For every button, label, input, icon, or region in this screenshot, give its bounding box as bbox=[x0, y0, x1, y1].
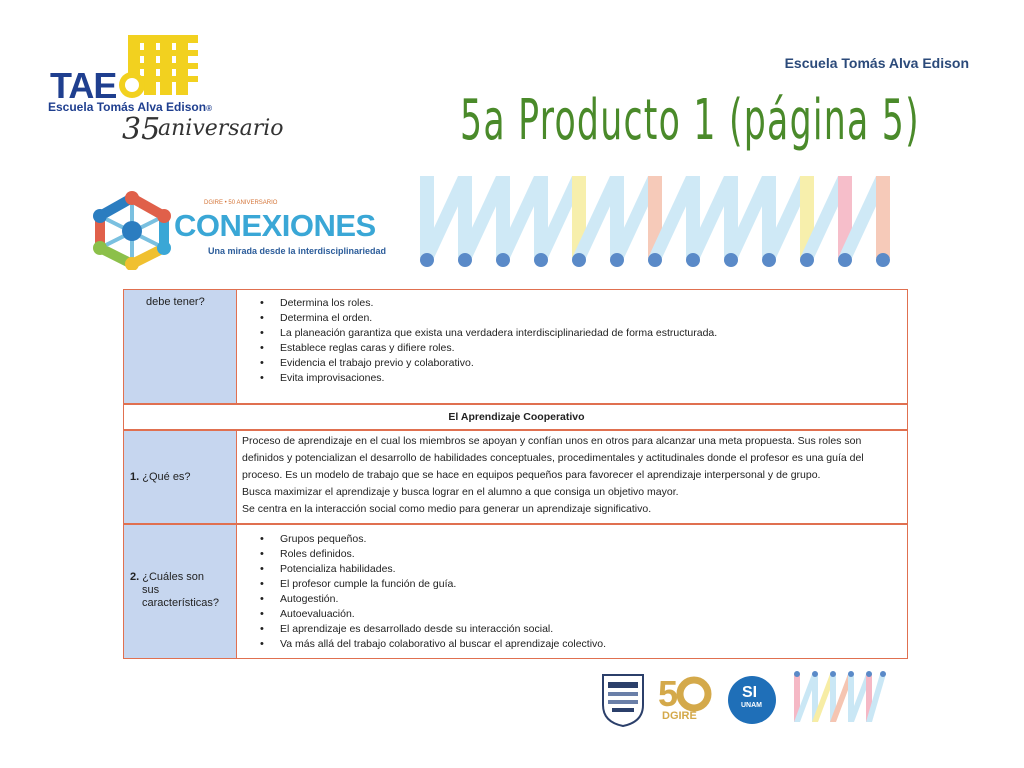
question-cell bbox=[124, 431, 237, 523]
list-item: • Determina los roles. bbox=[260, 296, 717, 311]
mini-stripes-icon bbox=[792, 670, 892, 728]
conexiones-wordmark: CONEXIONES bbox=[174, 208, 376, 243]
decorative-stripes bbox=[410, 176, 900, 270]
table-row bbox=[123, 430, 908, 524]
list-item: • Evita improvisaciones. bbox=[260, 371, 717, 386]
list-item: • Va más allá del trabajo colaborativo al buscar el aprendizaje colectivo. bbox=[260, 637, 606, 652]
list-item: • Autoevaluación. bbox=[260, 607, 606, 622]
svg-text:5: 5 bbox=[658, 673, 679, 714]
question-label bbox=[130, 471, 191, 484]
paragraph-line: Busca maximizar el aprendizaje y busca lograr en el alumno a que consiga un objetivo mayor. bbox=[242, 486, 679, 498]
list-item: • El profesor cumple la función de guía. bbox=[260, 577, 606, 592]
school-name: Escuela Tomás Alva Edison bbox=[784, 55, 969, 71]
tae-logo bbox=[40, 30, 320, 165]
answer-cell bbox=[236, 431, 907, 523]
list-item: • Roles definidos. bbox=[260, 547, 606, 562]
answer-cell bbox=[236, 290, 907, 403]
si-text: SI bbox=[742, 684, 758, 701]
anniversary-number: 35 bbox=[122, 112, 161, 147]
table-row bbox=[123, 524, 908, 659]
paragraph-line: definidos y potencializan el desarrollo de habilidades conceptuales, procedimentales y actitudinales donde el profesor es una guía del bbox=[242, 452, 864, 464]
conexiones-tagline: Una mirada desde la interdisciplinariedad bbox=[208, 246, 387, 256]
unam-crest-icon bbox=[598, 670, 648, 728]
list-item: • Autogestión. bbox=[260, 592, 606, 607]
conexiones-top-text: DGIRE • 50 ANIVERSARIO bbox=[204, 200, 278, 206]
question-label: debe tener? bbox=[146, 296, 205, 308]
conexiones-logo bbox=[92, 186, 392, 270]
anniversary-text: aniversario bbox=[158, 116, 284, 141]
section-heading: El Aprendizaje Cooperativo bbox=[448, 411, 585, 423]
question-cell bbox=[124, 290, 237, 403]
list-item: • Evidencia el trabajo previo y colaborativo. bbox=[260, 356, 717, 371]
question-text: sus bbox=[142, 584, 160, 596]
list-item: • El aprendizaje es desarrollado desde su interacción social. bbox=[260, 622, 606, 637]
document-table bbox=[123, 289, 908, 659]
footer-logos bbox=[596, 668, 896, 728]
list-item: • Determina el orden. bbox=[260, 311, 717, 326]
tae-subtitle-text: Escuela Tomás Alva Edison bbox=[48, 100, 207, 114]
question-cell bbox=[124, 525, 237, 658]
bullet-list bbox=[260, 296, 717, 386]
question-number: 1. bbox=[130, 471, 140, 483]
list-item: • Potencializa habilidades. bbox=[260, 562, 606, 577]
tae-letters: TAE bbox=[50, 65, 117, 106]
bullet-list bbox=[260, 532, 606, 652]
dgire-text: DGIRE bbox=[662, 710, 697, 722]
list-item: • Grupos pequeños. bbox=[260, 532, 606, 547]
section-heading-row bbox=[123, 404, 908, 430]
question-label bbox=[130, 571, 219, 610]
answer-cell bbox=[236, 525, 907, 658]
paragraph-line: Proceso de aprendizaje en el cual los miembros se apoyan y confían unos en otros para alcanzar una meta propuesta. Sus roles son bbox=[242, 435, 862, 447]
paragraph-line: proceso. Es un modelo de trabajo que se hace en equipos pequeños para favorecer el aprendizaje interpersonal y de grupo. bbox=[242, 469, 821, 481]
question-number: 2. bbox=[130, 571, 140, 583]
question-text: características? bbox=[142, 597, 220, 609]
list-item: • Establece reglas caras y difiere roles. bbox=[260, 341, 717, 356]
page-title: 5a Producto 1 (página 5) bbox=[460, 88, 920, 153]
paragraph-line: Se centra en la interacción social como medio para generar un aprendizaje significativo. bbox=[242, 503, 652, 515]
unam-text: UNAM bbox=[741, 702, 762, 709]
network-hub-icon bbox=[92, 186, 172, 270]
question-text: ¿Qué es? bbox=[142, 471, 191, 483]
registered-mark: ® bbox=[206, 104, 212, 113]
table-row bbox=[123, 289, 908, 404]
question-text: ¿Cuáles son bbox=[142, 571, 205, 583]
list-item: • La planeación garantiza que exista una verdadera interdisciplinariedad de forma estructurada. bbox=[260, 326, 717, 341]
